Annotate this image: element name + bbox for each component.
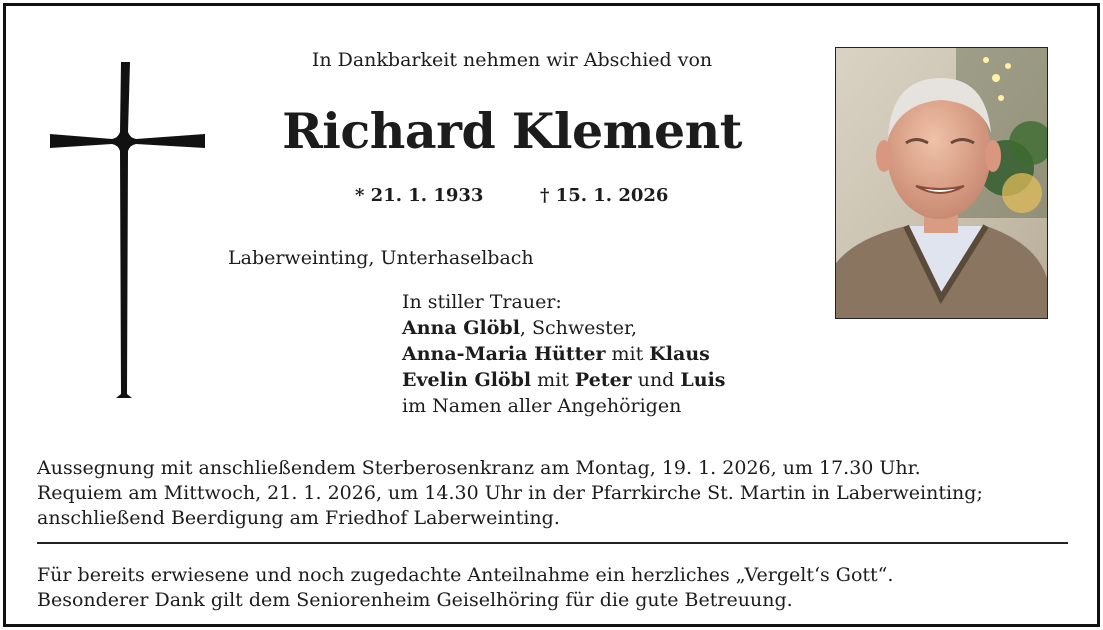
place-text: Laberweinting, Unterhaselbach <box>228 247 534 269</box>
mourner-name: Evelin Glöbl <box>402 369 532 391</box>
service-line: Requiem am Mittwoch, 21. 1. 2026, um 14.30 Uhr in der Pfarrkirche St. Martin in Laberweinting; <box>37 482 983 504</box>
mourner-connector: mit <box>605 343 650 365</box>
death-date: † 15. 1. 2026 <box>540 185 669 206</box>
mourner-name: Luis <box>680 369 726 391</box>
mourner-line <box>402 315 725 341</box>
mourner-name: Peter <box>574 369 632 391</box>
service-info <box>37 456 983 531</box>
deceased-name: Richard Klement <box>282 102 742 160</box>
divider <box>37 542 1068 544</box>
mourner-connector: und <box>631 369 681 391</box>
thanks-line: Besonderer Dank gilt dem Seniorenheim Geiselhöring für die gute Betreuung. <box>37 589 793 611</box>
mourners-block <box>402 289 725 419</box>
mourner-relation: , Schwester, <box>519 317 638 339</box>
mourner-line <box>402 341 725 367</box>
mourners-closing: im Namen aller Angehörigen <box>402 395 682 417</box>
mourner-name: Anna-Maria Hütter <box>402 343 606 365</box>
service-line: Aussegnung mit anschließendem Sterberosenkranz am Montag, 19. 1. 2026, um 17.30 Uhr. <box>37 457 921 479</box>
service-line: anschließend Beerdigung am Friedhof Laberweinting. <box>37 507 560 529</box>
birth-date: * 21. 1. 1933 <box>355 185 484 206</box>
mourners-intro: In stiller Trauer: <box>402 291 562 313</box>
portrait-photo <box>835 47 1048 319</box>
intro-text: In Dankbarkeit nehmen wir Abschied von <box>311 49 713 71</box>
mourner-connector: mit <box>531 369 575 391</box>
mourner-line <box>402 367 725 393</box>
thanks-line: Für bereits erwiesene und noch zugedachte Anteilnahme ein herzliches „Vergelt‘s Gott“. <box>37 564 894 586</box>
mourner-name: Anna Glöbl <box>402 317 520 339</box>
thanks-text <box>37 563 893 613</box>
mourner-name: Klaus <box>649 343 710 365</box>
